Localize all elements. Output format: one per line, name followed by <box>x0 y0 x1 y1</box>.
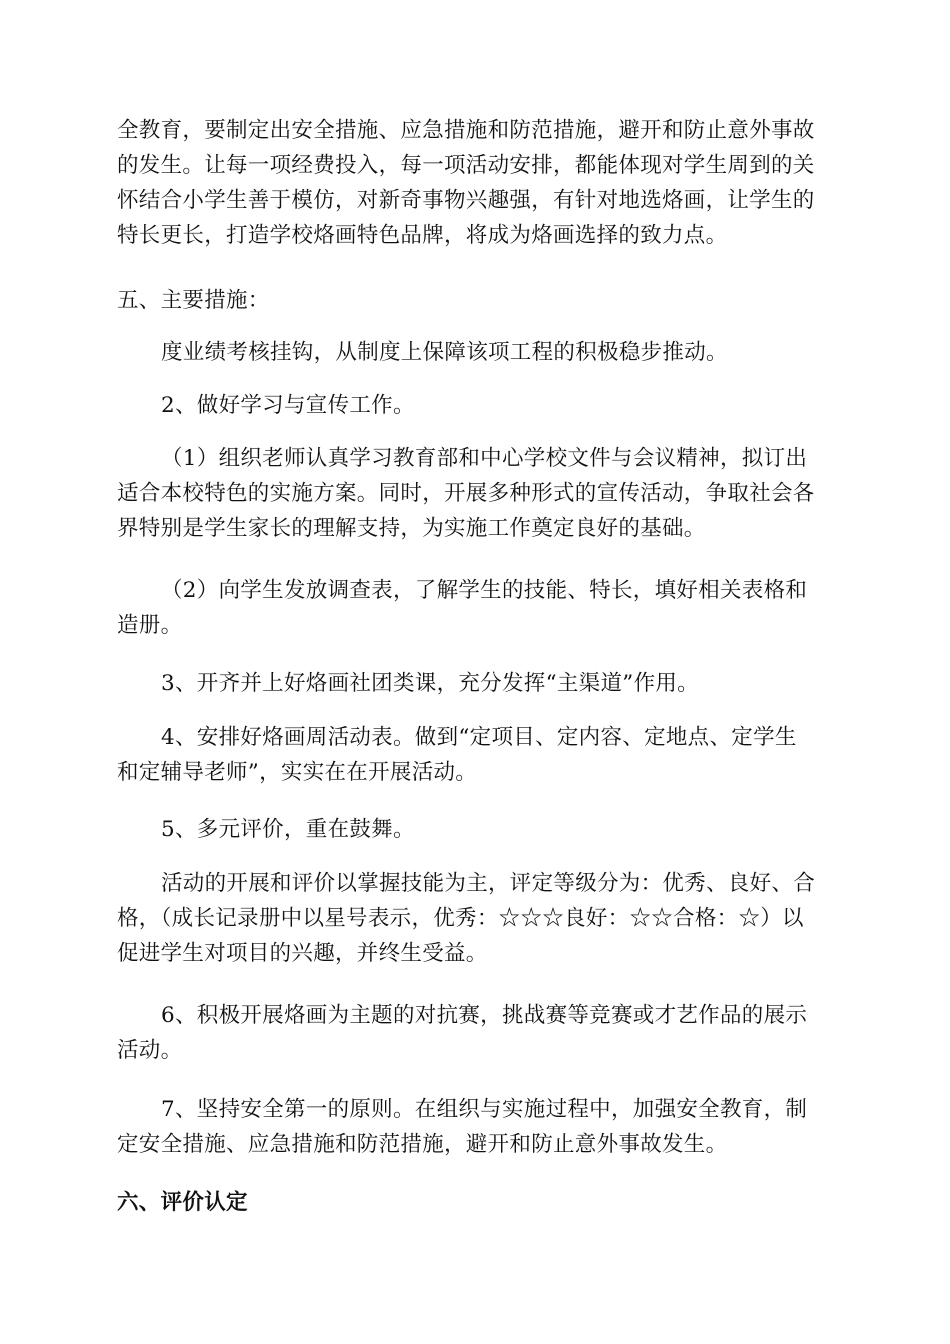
text-line: 5、多元评价，重在鼓舞。 <box>161 817 415 842</box>
list-item-3 <box>117 666 837 701</box>
text-line: 和定辅导老师”，实实在在开展活动。 <box>117 760 478 785</box>
list-item-4 <box>117 720 837 790</box>
text-line: 3、开齐并上好烙画社团类课，充分发挥“主渠道”作用。 <box>161 671 699 696</box>
text-line: 六、评价认定 <box>117 1190 248 1215</box>
text-line: 度业绩考核挂钩，从制度上保障该项工程的积极稳步推动。 <box>161 340 728 365</box>
text-line: 7、坚持安全第一的原则。在组织与实施过程中，加强安全教育，制 <box>161 1097 808 1122</box>
list-item-2 <box>117 388 837 423</box>
text-line: 界特别是学生家长的理解支持，为实施工作奠定良好的基础。 <box>117 516 706 541</box>
section-heading-main-measures <box>117 283 837 318</box>
text-line: 的发生。让每一项经费投入，每一项活动安排，都能体现对学生周到的关 <box>117 153 815 178</box>
list-subitem-1 <box>117 441 837 546</box>
section-heading-evaluation <box>117 1185 837 1220</box>
text-line: 2、做好学习与宣传工作。 <box>161 393 415 418</box>
list-subitem-2 <box>117 573 837 643</box>
text-line: 促进学生对项目的兴趣，并终生受益。 <box>117 941 488 966</box>
text-line: 格，（成长记录册中以星号表示，优秀：☆☆☆良好：☆☆合格：☆）以 <box>117 906 804 931</box>
paragraph-evaluation <box>117 866 837 971</box>
text-line: 活动的开展和评价以掌握技能为主，评定等级分为：优秀、良好、合 <box>161 871 816 896</box>
text-line: （2）向学生发放调查表，了解学生的技能、特长，填好相关表格和 <box>161 578 808 603</box>
text-line: （1）组织老师认真学习教育部和中心学校文件与会议精神，拟订出 <box>161 446 808 471</box>
text-line: 全教育，要制定出安全措施、应急措施和防范措施，避开和防止意外事故 <box>117 118 815 143</box>
text-line: 适合本校特色的实施方案。同时，开展多种形式的宣传活动，争取社会各 <box>117 481 815 506</box>
text-line: 4、安排好烙画周活动表。做到“定项目、定内容、定地点、定学生 <box>161 725 797 750</box>
text-line: 怀结合小学生善于模仿，对新奇事物兴趣强，有针对地选烙画，让学生的 <box>117 188 815 213</box>
text-line: 定安全措施、应急措施和防范措施，避开和防止意外事故发生。 <box>117 1132 728 1157</box>
list-item-7 <box>117 1092 837 1162</box>
text-line: 造册。 <box>117 613 183 638</box>
paragraph-safety-education <box>117 113 837 253</box>
text-line: 活动。 <box>117 1038 183 1063</box>
text-line: 五、主要措施： <box>117 288 270 313</box>
text-line: 特长更长，打造学校烙画特色品牌，将成为烙画选择的致力点。 <box>117 223 728 248</box>
text-line: 6、积极开展烙画为主题的对抗赛，挑战赛等竞赛或才艺作品的展示 <box>161 1003 808 1028</box>
list-item-5 <box>117 812 837 847</box>
paragraph-assessment <box>117 335 837 370</box>
list-item-6 <box>117 998 837 1068</box>
